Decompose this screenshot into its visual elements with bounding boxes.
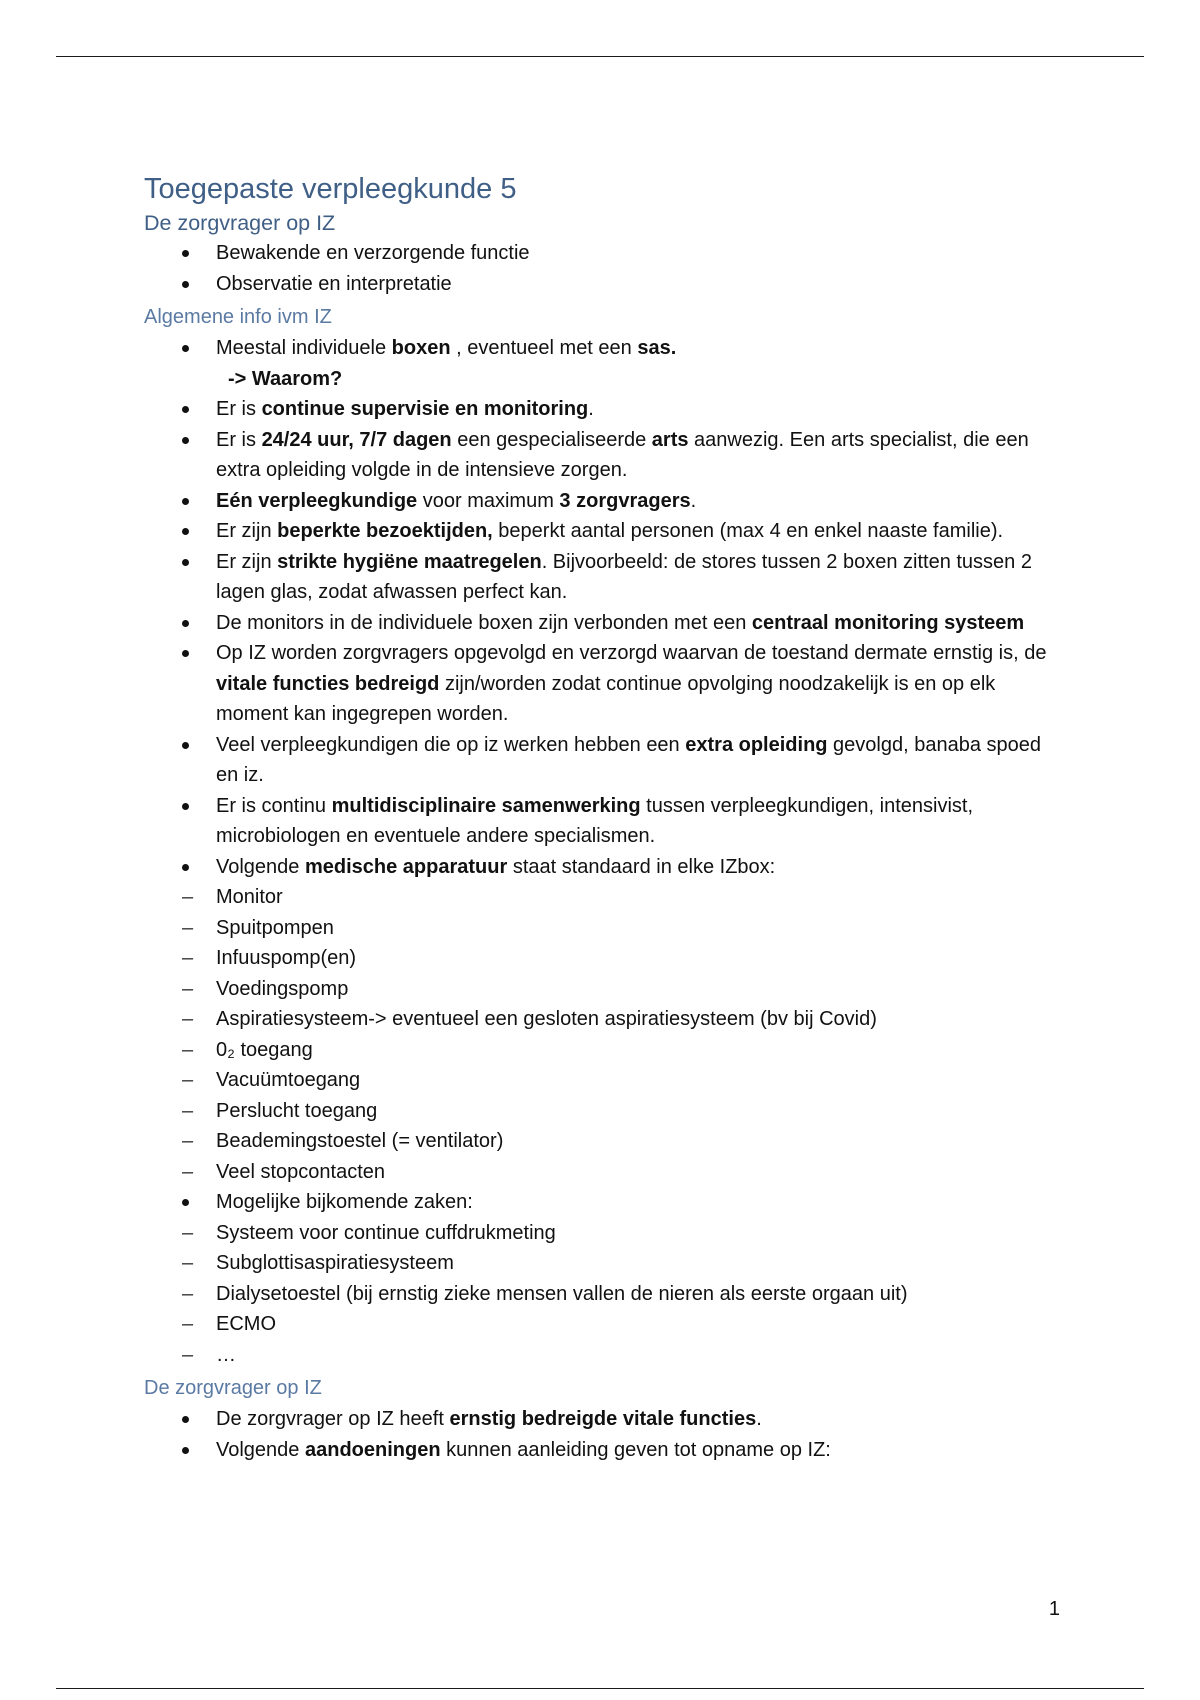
bullet-list-zorgvrager-2: [144, 1404, 1064, 1465]
list-item: Eén verpleegkundige voor maximum 3 zorgvragers.: [144, 486, 1064, 517]
bullet-icon: [182, 620, 189, 627]
dash-icon: –: [182, 1252, 194, 1274]
list-item: Er zijn beperkte bezoektijden, beperkt aantal personen (max 4 en enkel naaste familie).: [144, 516, 1064, 547]
page-content: [144, 170, 1064, 1465]
list-item: – Spuitpompen: [144, 913, 1064, 944]
dash-icon: –: [182, 1038, 194, 1061]
list-item: Bewakende en verzorgende functie: [144, 238, 1064, 269]
bullet-icon: [182, 559, 189, 566]
section-heading-zorgvrager: De zorgvrager op IZ: [144, 211, 336, 235]
list-item: – …: [144, 1340, 1064, 1371]
list-item: – Infuuspomp(en): [144, 943, 1064, 974]
page-number: 1: [1048, 1598, 1060, 1620]
bullet-icon: [182, 345, 189, 352]
dash-icon: –: [182, 1008, 194, 1030]
list-item: – Veel stopcontacten: [144, 1157, 1064, 1188]
dash-icon: –: [182, 1343, 194, 1366]
bullet-icon: [182, 406, 189, 413]
list-item: – 0₂ toegang: [144, 1035, 1064, 1066]
bullet-icon: [182, 281, 189, 288]
list-item: Er is 24/24 uur, 7/7 dagen een gespecialiseerde arts aanwezig. Een arts specialist, die een extra opleiding volgde in de intensieve zorgen.: [144, 425, 1064, 486]
extra-equipment-list: [144, 1218, 1064, 1371]
bullet-list-zorgvrager: [144, 238, 1064, 299]
bullet-icon: [182, 742, 189, 749]
list-item: De monitors in de individuele boxen zijn verbonden met een centraal monitoring systeem: [144, 608, 1064, 639]
bullet-icon: [182, 250, 189, 257]
list-item: Er is continue supervisie en monitoring.: [144, 394, 1064, 425]
header-rule: [56, 56, 1144, 57]
bullet-icon: [182, 498, 189, 505]
bullet-icon: [182, 1199, 189, 1206]
list-item: Er zijn strikte hygiëne maatregelen. Bijvoorbeeld: de stores tussen 2 boxen zitten tussen 2 lagen glas, zodat afwassen perfect kan.: [144, 547, 1064, 608]
bullet-icon: [182, 650, 189, 657]
list-item: De zorgvrager op IZ heeft ernstig bedreigde vitale functies.: [144, 1404, 1064, 1435]
bullet-list-algemene-info: [144, 333, 1064, 1370]
list-item: – Voedingspomp: [144, 974, 1064, 1005]
dash-icon: –: [182, 977, 194, 1000]
list-item: Volgende medische apparatuur staat standaard in elke IZbox: – Monitor – Spuitpompen – Infuuspomp(en) – Voedingspomp – Aspiratiesysteem-> eventueel een gesloten aspiratiesysteem (bv bij Covid) – 0₂ toegang – Vacuümtoegang – Perslucht toegang – Beademingstoestel (= ventilator) – Veel stopcontacten: [144, 852, 1064, 1188]
bullet-icon: [182, 1447, 189, 1454]
dash-icon: –: [182, 1313, 194, 1335]
dash-icon: –: [182, 1221, 194, 1244]
dash-icon: –: [182, 1099, 194, 1122]
list-item: – Systeem voor continue cuffdrukmeting: [144, 1218, 1064, 1249]
bullet-icon: [182, 437, 189, 444]
list-item: – Monitor: [144, 882, 1064, 913]
list-item: Er is continu multidisciplinaire samenwerking tussen verpleegkundigen, intensivist, microbiologen en eventuele andere specialismen.: [144, 791, 1064, 852]
list-item: – Subglottisaspiratiesysteem: [144, 1248, 1064, 1279]
list-item: – Dialysetoestel (bij ernstig zieke mensen vallen de nieren als eerste orgaan uit): [144, 1279, 1064, 1310]
footer-rule: [56, 1688, 1144, 1689]
dash-icon: –: [182, 1130, 194, 1152]
list-item: – Beademingstoestel (= ventilator): [144, 1126, 1064, 1157]
list-item: Volgende aandoeningen kunnen aanleiding geven tot opname op IZ:: [144, 1435, 1064, 1466]
list-item: – Vacuümtoegang: [144, 1065, 1064, 1096]
sub-question: -> Waarom?: [228, 367, 343, 390]
bullet-icon: [182, 1416, 189, 1423]
dash-icon: –: [182, 886, 194, 908]
dash-icon: –: [182, 1160, 194, 1183]
document-title: Toegepaste verpleegkunde 5: [144, 173, 517, 205]
bullet-icon: [182, 803, 189, 810]
bullet-icon: [182, 528, 189, 535]
list-item: – ECMO: [144, 1309, 1064, 1340]
section-heading-zorgvrager-2: De zorgvrager op IZ: [144, 1377, 322, 1399]
list-item: Mogelijke bijkomende zaken: – Systeem voor continue cuffdrukmeting – Subglottisaspiratiesysteem – Dialysetoestel (bij ernstig zieke mensen vallen de nieren als eerste orgaan uit) – ECMO – …: [144, 1187, 1064, 1370]
equipment-list: [144, 882, 1064, 1187]
list-item: – Aspiratiesysteem-> eventueel een gesloten aspiratiesysteem (bv bij Covid): [144, 1004, 1064, 1035]
list-item: Op IZ worden zorgvragers opgevolgd en verzorgd waarvan de toestand dermate ernstig is, de vitale functies bedreigd zijn/worden zodat continue opvolging noodzakelijk is en op elk moment kan ingegrepen worden.: [144, 638, 1064, 730]
dash-icon: –: [182, 916, 194, 939]
dash-icon: –: [182, 1282, 194, 1305]
section-heading-algemene-info: Algemene info ivm IZ: [144, 306, 332, 328]
dash-icon: –: [182, 947, 194, 969]
list-item: Veel verpleegkundigen die op iz werken hebben een extra opleiding gevolgd, banaba spoed en iz.: [144, 730, 1064, 791]
list-item: Observatie en interpretatie: [144, 269, 1064, 300]
bullet-icon: [182, 864, 189, 871]
dash-icon: –: [182, 1069, 194, 1091]
list-item: – Perslucht toegang: [144, 1096, 1064, 1127]
list-item: Meestal individuele boxen , eventueel met een sas. -> Waarom?: [144, 333, 1064, 394]
